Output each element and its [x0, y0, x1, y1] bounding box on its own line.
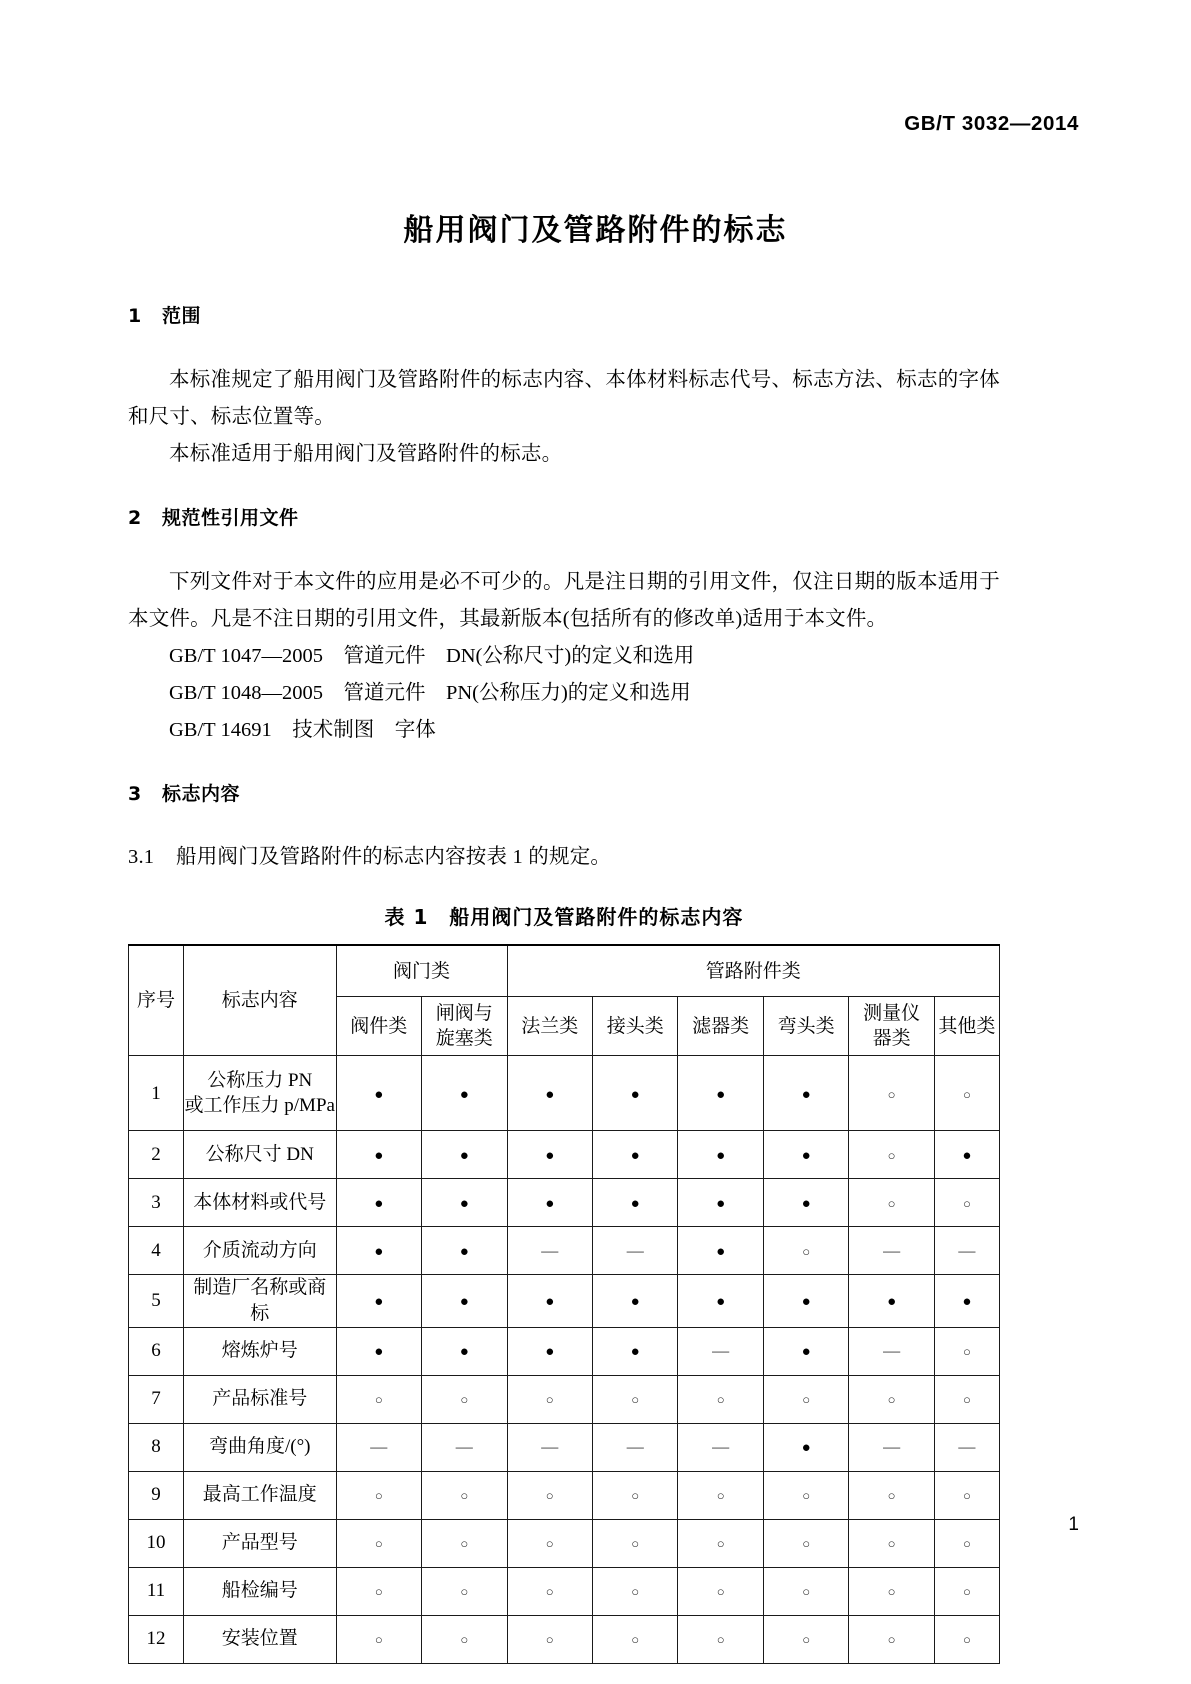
mark-hollow-icon — [888, 1142, 896, 1166]
mark-filled-icon — [545, 1338, 554, 1362]
mark-hollow-icon — [546, 1386, 554, 1410]
mark-hollow-icon — [963, 1190, 971, 1214]
table-row — [129, 1179, 1000, 1227]
col-header-seq: 序号 — [129, 945, 184, 1056]
table-row — [129, 1519, 1000, 1567]
mark-cell — [678, 1275, 763, 1327]
mark-filled-icon — [716, 1190, 725, 1214]
row-marking-item-line: 产品型号 — [221, 1532, 298, 1554]
mark-dash-icon — [712, 1338, 729, 1363]
mark-cell — [934, 1567, 999, 1615]
mark-hollow-icon — [888, 1081, 896, 1105]
mark-hollow-icon — [460, 1482, 468, 1506]
document-body — [128, 305, 1000, 1664]
row-marking-item-line: 最高工作温度 — [202, 1484, 317, 1506]
mark-cell — [336, 1375, 421, 1423]
mark-cell — [507, 1567, 592, 1615]
row-marking-item — [183, 1179, 336, 1227]
mark-cell — [849, 1275, 934, 1327]
col-header-gate-plug: 闸阀与 旋塞类 — [422, 997, 507, 1056]
mark-cell — [422, 1056, 507, 1131]
mark-filled-icon — [460, 1338, 469, 1362]
mark-hollow-icon — [546, 1626, 554, 1650]
mark-hollow-icon — [631, 1530, 639, 1554]
mark-filled-icon — [460, 1142, 469, 1166]
mark-cell — [934, 1131, 999, 1179]
mark-hollow-icon — [888, 1626, 896, 1650]
row-sequence-number: 5 — [129, 1275, 184, 1327]
row-marking-item-line: 熔炼炉号 — [221, 1340, 298, 1362]
mark-cell — [422, 1131, 507, 1179]
mark-cell — [592, 1471, 677, 1519]
normative-ref-item: GB/T 14691 技术制图 字体 — [169, 718, 436, 741]
row-marking-item — [183, 1567, 336, 1615]
mark-cell — [934, 1179, 999, 1227]
mark-hollow-icon — [375, 1482, 383, 1506]
row-sequence-number: 6 — [129, 1327, 184, 1375]
mark-hollow-icon — [888, 1386, 896, 1410]
mark-cell — [336, 1227, 421, 1275]
row-sequence-number: 3 — [129, 1179, 184, 1227]
col-header-filter: 滤器类 — [678, 997, 763, 1056]
mark-hollow-icon — [963, 1626, 971, 1650]
mark-cell — [763, 1327, 848, 1375]
mark-filled-icon — [374, 1142, 383, 1166]
mark-hollow-icon — [963, 1081, 971, 1105]
page-title: 船用阀门及管路附件的标志 — [403, 213, 788, 248]
mark-cell — [849, 1131, 934, 1179]
mark-cell — [507, 1519, 592, 1567]
table-row — [129, 1227, 1000, 1275]
clause-heading-3 — [128, 783, 1000, 806]
row-marking-item — [183, 1615, 336, 1663]
col-header-elbow: 弯头类 — [763, 997, 848, 1056]
mark-filled-icon — [374, 1238, 383, 1262]
mark-cell — [592, 1375, 677, 1423]
col-header-joint: 接头类 — [592, 997, 677, 1056]
col-header-item: 标志内容 — [183, 945, 336, 1056]
row-marking-item-line: 船检编号 — [221, 1580, 298, 1602]
mark-hollow-icon — [460, 1578, 468, 1602]
subclause-3-1 — [128, 839, 1000, 875]
row-marking-item-line: 制造厂名称或商标 — [193, 1277, 327, 1325]
mark-hollow-icon — [963, 1482, 971, 1506]
clause-title-1: 范围 — [162, 305, 202, 327]
mark-cell — [592, 1275, 677, 1327]
mark-dash-icon — [456, 1434, 473, 1459]
mark-filled-icon — [802, 1190, 811, 1214]
page-number: 1 — [1068, 1514, 1079, 1535]
mark-hollow-icon — [546, 1530, 554, 1554]
normative-ref-item: GB/T 1047—2005 管道元件 DN(公称尺寸)的定义和选用 — [169, 644, 695, 667]
table-row — [129, 1327, 1000, 1375]
row-marking-item-line: 本体材料或代号 — [193, 1192, 327, 1214]
row-marking-item — [183, 1423, 336, 1471]
mark-dash-icon — [712, 1434, 729, 1459]
mark-cell — [592, 1567, 677, 1615]
mark-cell — [422, 1471, 507, 1519]
mark-cell — [336, 1056, 421, 1131]
mark-cell — [336, 1519, 421, 1567]
table-row — [129, 1615, 1000, 1663]
row-marking-item-line: 公称尺寸 DN — [205, 1144, 314, 1166]
mark-cell — [763, 1423, 848, 1471]
mark-hollow-icon — [888, 1578, 896, 1602]
subclause-text: 船用阀门及管路附件的标志内容按表 1 的规定。 — [176, 846, 612, 869]
mark-hollow-icon — [802, 1530, 810, 1554]
mark-cell — [934, 1471, 999, 1519]
mark-hollow-icon — [375, 1386, 383, 1410]
col-header-measuring-instrument: 测量仪 器类 — [849, 997, 934, 1056]
mark-cell — [422, 1519, 507, 1567]
mark-filled-icon — [802, 1338, 811, 1362]
mark-filled-icon — [460, 1190, 469, 1214]
mark-filled-icon — [374, 1338, 383, 1362]
mark-cell — [763, 1519, 848, 1567]
mark-cell — [678, 1375, 763, 1423]
mark-cell — [592, 1615, 677, 1663]
mark-cell — [678, 1056, 763, 1131]
row-sequence-number: 10 — [129, 1519, 184, 1567]
scope-paragraph-2: 本标准适用于船用阀门及管路附件的标志。 — [169, 442, 563, 465]
mark-cell — [763, 1375, 848, 1423]
subclause-number: 3.1 — [128, 846, 155, 869]
mark-cell — [934, 1423, 999, 1471]
mark-hollow-icon — [888, 1482, 896, 1506]
mark-cell — [849, 1227, 934, 1275]
mark-cell — [507, 1056, 592, 1131]
mark-hollow-icon — [802, 1626, 810, 1650]
row-marking-item-line: 产品标准号 — [212, 1388, 308, 1410]
col-header-flange: 法兰类 — [507, 997, 592, 1056]
mark-cell — [507, 1375, 592, 1423]
mark-cell — [849, 1519, 934, 1567]
table-row — [129, 1375, 1000, 1423]
mark-filled-icon — [460, 1288, 469, 1312]
row-marking-item — [183, 1275, 336, 1327]
table-row — [129, 1131, 1000, 1179]
mark-dash-icon — [627, 1238, 644, 1263]
mark-hollow-icon — [631, 1578, 639, 1602]
mark-dash-icon — [883, 1434, 900, 1459]
marking-content-table — [128, 944, 1000, 1663]
mark-cell — [763, 1471, 848, 1519]
mark-hollow-icon — [717, 1482, 725, 1506]
mark-cell — [678, 1327, 763, 1375]
mark-cell — [934, 1327, 999, 1375]
mark-cell — [678, 1131, 763, 1179]
mark-hollow-icon — [963, 1530, 971, 1554]
mark-filled-icon — [962, 1288, 971, 1312]
mark-cell — [678, 1471, 763, 1519]
mark-filled-icon — [545, 1142, 554, 1166]
mark-cell — [849, 1567, 934, 1615]
clause-number-3: 3 — [128, 782, 142, 805]
normative-refs-intro: 下列文件对于本文件的应用是必不可少的。凡是注日期的引用文件，仅注日期的版本适用于本文件。凡是不注日期的引用文件，其最新版本(包括所有的修改单)适用于本文件。 — [128, 570, 1000, 630]
mark-hollow-icon — [963, 1578, 971, 1602]
mark-hollow-icon — [888, 1190, 896, 1214]
clause-number-2: 2 — [128, 506, 142, 529]
table-row — [129, 1567, 1000, 1615]
mark-cell — [849, 1179, 934, 1227]
mark-cell — [422, 1375, 507, 1423]
mark-filled-icon — [374, 1081, 383, 1105]
mark-cell — [678, 1227, 763, 1275]
mark-cell — [678, 1179, 763, 1227]
mark-filled-icon — [460, 1081, 469, 1105]
mark-cell — [422, 1327, 507, 1375]
mark-cell — [507, 1615, 592, 1663]
row-marking-item-line: 公称压力 PN — [207, 1069, 313, 1091]
mark-filled-icon — [545, 1081, 554, 1105]
normative-ref-item: GB/T 1048—2005 管道元件 PN(公称压力)的定义和选用 — [169, 681, 691, 704]
standard-number-header: GB/T 3032—2014 — [904, 112, 1079, 135]
table-row — [129, 1275, 1000, 1327]
mark-dash-icon — [958, 1238, 975, 1263]
row-marking-item — [183, 1375, 336, 1423]
table-row — [129, 1471, 1000, 1519]
mark-filled-icon — [545, 1288, 554, 1312]
table-header — [129, 945, 1000, 1056]
mark-cell — [763, 1615, 848, 1663]
row-marking-item — [183, 1227, 336, 1275]
mark-hollow-icon — [546, 1482, 554, 1506]
table-header-row-groups — [129, 945, 1000, 997]
mark-hollow-icon — [460, 1386, 468, 1410]
table-body — [129, 1056, 1000, 1663]
mark-hollow-icon — [963, 1386, 971, 1410]
col-header-valve-parts: 阀件类 — [336, 997, 421, 1056]
row-sequence-number: 4 — [129, 1227, 184, 1275]
mark-filled-icon — [802, 1142, 811, 1166]
row-marking-item-line: 弯曲角度/(°) — [208, 1436, 311, 1458]
mark-cell — [336, 1615, 421, 1663]
mark-hollow-icon — [460, 1626, 468, 1650]
mark-cell — [934, 1227, 999, 1275]
row-marking-item-line: 介质流动方向 — [202, 1240, 317, 1262]
mark-filled-icon — [631, 1338, 640, 1362]
mark-cell — [934, 1519, 999, 1567]
mark-cell — [336, 1327, 421, 1375]
mark-cell — [507, 1179, 592, 1227]
mark-cell — [422, 1567, 507, 1615]
mark-cell — [507, 1471, 592, 1519]
mark-dash-icon — [883, 1238, 900, 1263]
row-sequence-number: 8 — [129, 1423, 184, 1471]
mark-cell — [763, 1056, 848, 1131]
mark-hollow-icon — [375, 1626, 383, 1650]
row-marking-item — [183, 1519, 336, 1567]
mark-filled-icon — [716, 1081, 725, 1105]
mark-cell — [507, 1131, 592, 1179]
mark-hollow-icon — [717, 1578, 725, 1602]
mark-filled-icon — [631, 1190, 640, 1214]
mark-cell — [507, 1275, 592, 1327]
mark-cell — [336, 1179, 421, 1227]
mark-filled-icon — [962, 1142, 971, 1166]
mark-cell — [934, 1375, 999, 1423]
mark-cell — [336, 1471, 421, 1519]
mark-filled-icon — [460, 1238, 469, 1262]
mark-cell — [678, 1567, 763, 1615]
table-caption: 表 1 船用阀门及管路附件的标志内容 — [384, 905, 744, 930]
table-row — [129, 1056, 1000, 1131]
clause-heading-2 — [128, 507, 1000, 530]
mark-hollow-icon — [717, 1530, 725, 1554]
mark-cell — [422, 1423, 507, 1471]
mark-cell — [336, 1423, 421, 1471]
clause-heading-1 — [128, 305, 1000, 328]
mark-hollow-icon — [802, 1578, 810, 1602]
mark-cell — [849, 1471, 934, 1519]
mark-cell — [507, 1423, 592, 1471]
mark-cell — [678, 1519, 763, 1567]
mark-dash-icon — [883, 1338, 900, 1363]
mark-filled-icon — [716, 1238, 725, 1262]
col-group-valve: 阀门类 — [336, 945, 507, 997]
mark-cell — [849, 1615, 934, 1663]
mark-cell — [849, 1375, 934, 1423]
mark-filled-icon — [631, 1081, 640, 1105]
mark-cell — [592, 1227, 677, 1275]
mark-cell — [678, 1615, 763, 1663]
mark-filled-icon — [802, 1081, 811, 1105]
mark-cell — [422, 1615, 507, 1663]
mark-cell — [678, 1423, 763, 1471]
mark-filled-icon — [545, 1190, 554, 1214]
row-sequence-number: 7 — [129, 1375, 184, 1423]
row-sequence-number: 9 — [129, 1471, 184, 1519]
mark-hollow-icon — [375, 1530, 383, 1554]
row-marking-item — [183, 1131, 336, 1179]
mark-hollow-icon — [717, 1626, 725, 1650]
mark-dash-icon — [958, 1434, 975, 1459]
mark-filled-icon — [802, 1434, 811, 1458]
mark-cell — [763, 1227, 848, 1275]
clause-title-3: 标志内容 — [162, 782, 241, 805]
mark-cell — [934, 1275, 999, 1327]
mark-hollow-icon — [460, 1530, 468, 1554]
row-sequence-number: 2 — [129, 1131, 184, 1179]
scope-paragraph-1: 本标准规定了船用阀门及管路附件的标志内容、本体材料标志代号、标志方法、标志的字体和尺寸、标志位置等。 — [128, 368, 1000, 428]
mark-dash-icon — [370, 1434, 387, 1459]
mark-dash-icon — [627, 1434, 644, 1459]
mark-cell — [336, 1567, 421, 1615]
mark-filled-icon — [887, 1288, 896, 1312]
mark-dash-icon — [541, 1238, 558, 1263]
mark-hollow-icon — [802, 1482, 810, 1506]
mark-cell — [422, 1275, 507, 1327]
mark-hollow-icon — [963, 1338, 971, 1362]
mark-cell — [507, 1227, 592, 1275]
mark-cell — [934, 1056, 999, 1131]
mark-cell — [592, 1056, 677, 1131]
mark-hollow-icon — [546, 1578, 554, 1602]
mark-hollow-icon — [631, 1626, 639, 1650]
mark-cell — [849, 1423, 934, 1471]
mark-cell — [422, 1227, 507, 1275]
table-row — [129, 1423, 1000, 1471]
row-marking-item — [183, 1471, 336, 1519]
mark-cell — [422, 1179, 507, 1227]
clause-title-2: 规范性引用文件 — [162, 506, 299, 529]
row-sequence-number: 11 — [129, 1567, 184, 1615]
row-sequence-number: 1 — [129, 1056, 184, 1131]
row-marking-item-line: 安装位置 — [221, 1628, 298, 1650]
mark-filled-icon — [802, 1288, 811, 1312]
mark-cell — [592, 1179, 677, 1227]
mark-hollow-icon — [631, 1386, 639, 1410]
mark-hollow-icon — [888, 1530, 896, 1554]
row-sequence-number: 12 — [129, 1615, 184, 1663]
mark-cell — [763, 1179, 848, 1227]
row-marking-item — [183, 1327, 336, 1375]
mark-hollow-icon — [631, 1482, 639, 1506]
mark-filled-icon — [374, 1190, 383, 1214]
mark-cell — [592, 1519, 677, 1567]
mark-cell — [763, 1275, 848, 1327]
clause-number-1: 1 — [128, 305, 142, 327]
mark-cell — [336, 1275, 421, 1327]
row-marking-item-line: 或工作压力 p/MPa — [184, 1095, 335, 1117]
mark-hollow-icon — [717, 1386, 725, 1410]
mark-filled-icon — [631, 1288, 640, 1312]
mark-cell — [763, 1567, 848, 1615]
mark-cell — [849, 1056, 934, 1131]
mark-cell — [336, 1131, 421, 1179]
mark-filled-icon — [374, 1288, 383, 1312]
mark-dash-icon — [541, 1434, 558, 1459]
mark-filled-icon — [716, 1288, 725, 1312]
col-group-fittings: 管路附件类 — [507, 945, 1000, 997]
mark-hollow-icon — [802, 1386, 810, 1410]
mark-cell — [592, 1327, 677, 1375]
mark-cell — [507, 1327, 592, 1375]
mark-cell — [763, 1131, 848, 1179]
mark-cell — [592, 1131, 677, 1179]
mark-cell — [849, 1327, 934, 1375]
mark-filled-icon — [716, 1142, 725, 1166]
row-marking-item — [183, 1056, 336, 1131]
mark-cell — [592, 1423, 677, 1471]
col-header-other: 其他类 — [934, 997, 999, 1056]
mark-cell — [934, 1615, 999, 1663]
mark-hollow-icon — [802, 1238, 810, 1262]
mark-hollow-icon — [375, 1578, 383, 1602]
mark-filled-icon — [631, 1142, 640, 1166]
